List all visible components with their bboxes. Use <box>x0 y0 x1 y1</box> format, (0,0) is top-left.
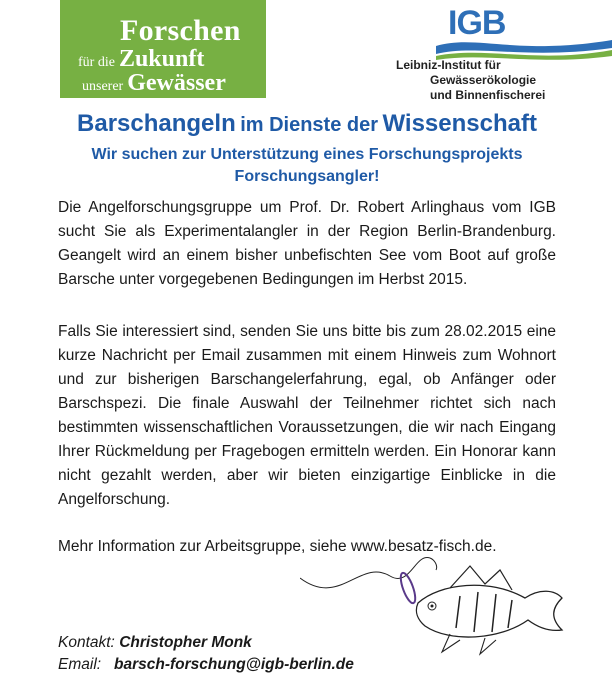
contact-line: Kontakt: Christopher Monk <box>58 634 252 651</box>
badge-line1: Forschen <box>120 14 241 47</box>
page-title: Barschangeln im Dienste der Wissenschaft <box>77 110 537 137</box>
contact-email-link[interactable]: barsch-forschung@igb-berlin.de <box>114 656 354 673</box>
wave-icon <box>436 36 612 60</box>
subheading-line1: Wir suchen zur Unterstützung eines Forschungsprojekts <box>91 146 523 163</box>
campaign-badge <box>60 0 266 98</box>
perch-fish-illustration <box>300 548 580 658</box>
subheading-line2: Forschungsangler! <box>234 168 380 185</box>
contact-name: Christopher Monk <box>119 634 252 651</box>
badge-line3: unserer Gewässer <box>82 70 226 96</box>
paragraph-details: Falls Sie interessiert sind, senden Sie uns bitte bis zum 28.02.2015 eine kurze Nachricht per Email zusammen mit einem Hinweis zum Wohnort und zur bisherigen Barschangelerfahrung, egal, ob Anfänger oder Barschspezi. Die finale Auswahl der Teilnehmer richtet sich nach bestimmten wissenschaftlichen Voraussetzungen, die wir nach Eingang Ihrer Rückmeldung per Fragebogen ermitteln werden. Ein Honorar kann nicht gezahlt werden, aber wir bieten einzigartige Einblicke in die Angelforschung. <box>58 323 556 508</box>
logo-line1: Leibniz-Institut für <box>396 58 501 72</box>
badge-line2: für die Zukunft <box>78 46 205 72</box>
logo-line3: und Binnenfischerei <box>430 88 546 102</box>
igb-abbr: IGB <box>448 4 506 42</box>
email-line: Email: barsch-forschung@igb-berlin.de <box>58 656 354 673</box>
logo-line2: Gewässerökologie <box>430 73 537 87</box>
paragraph-intro: Die Angelforschungsgruppe um Prof. Dr. Robert Arlinghaus vom IGB sucht Sie als Experimentalangler in der Region Berlin-Brandenburg. Geangelt wird an einem bisher unbefischten See vom Boot auf große Barsche unter vorgegebenen Bedingungen im Herbst 2015. <box>58 199 556 288</box>
more-info-text: Mehr Information zur Arbeitsgruppe, siehe www.besatz-fisch.de. <box>58 538 497 555</box>
igb-logo <box>396 4 612 114</box>
